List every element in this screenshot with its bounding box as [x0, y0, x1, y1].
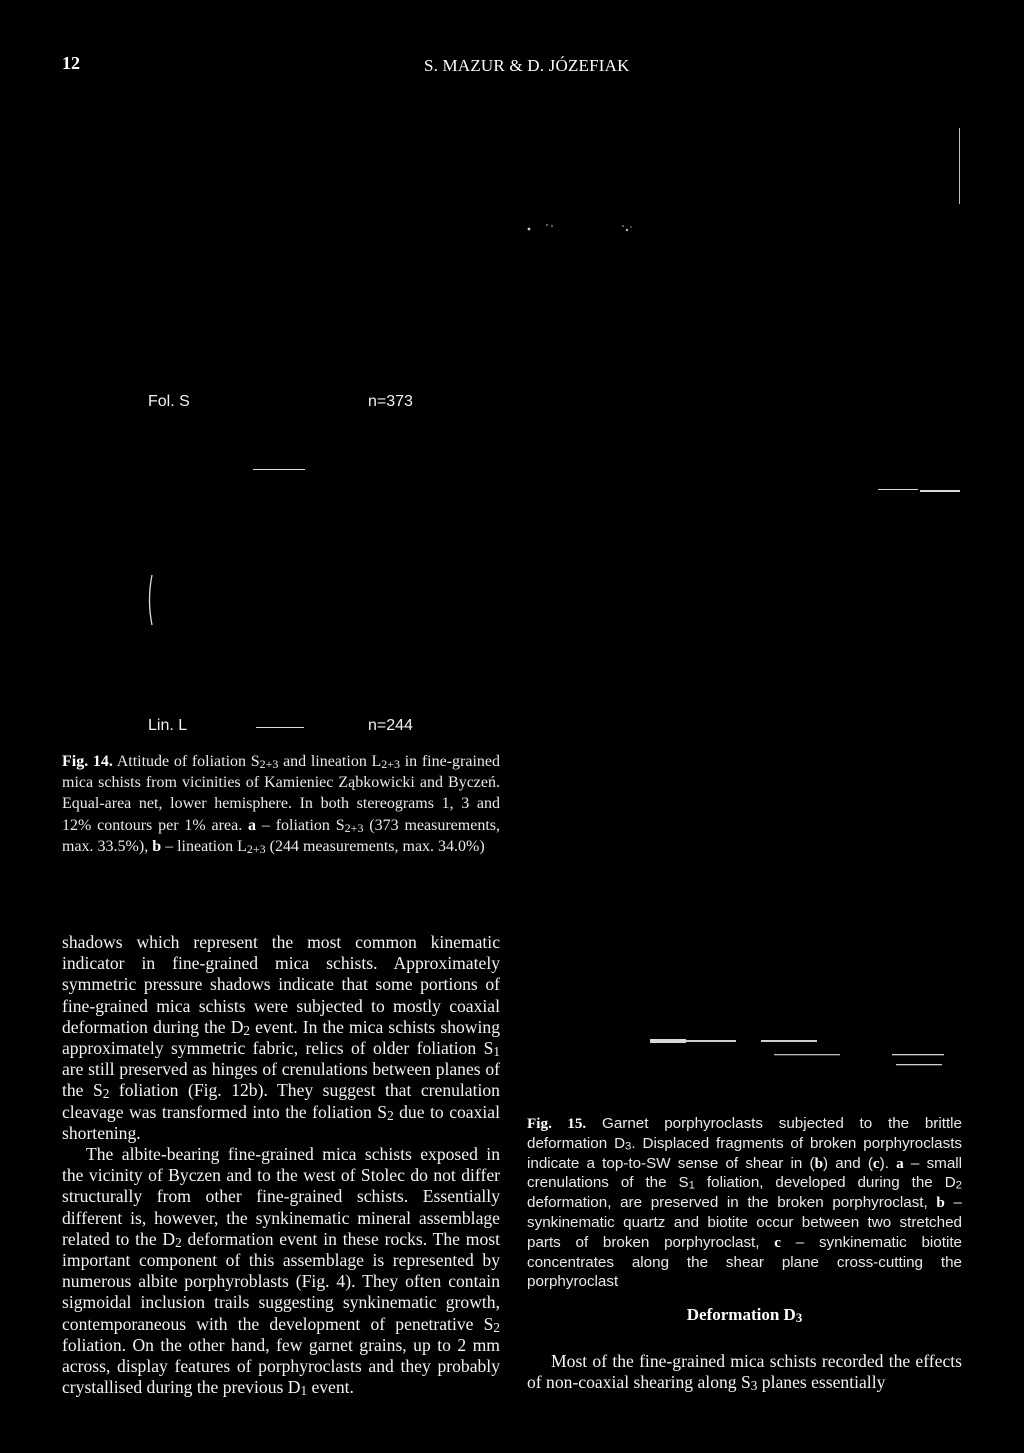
- figure-fragment-vertical-rule: [959, 128, 960, 204]
- stereogram-a-label: Fol. S: [148, 393, 190, 410]
- body-paragraph: Most of the fine-grained mica schists recorded the effects of non-coaxial shearing along $S_3$ planes essentially: [527, 1351, 962, 1394]
- figure-15-caption-text: Garnet porphyroclasts subjected to the brittle deformation $D_3$. Displaced fragments of broken porphyroclasts indicate a top-to-SW sense of shear in (b) and (c). a – small crenulations of the $S_1$ foliation, developed during the $D_2$ deformation, are preserved in the broken porphyroclast, b – synkinematic quartz and biotite occur between two stretched parts of broken porphyroclast, c – synkinematic biotite concentrates along the shear plane cross-cutting the porphyroclast: [527, 1115, 963, 1291]
- figure-fragment-arc: [146, 574, 154, 626]
- page-number: 12: [62, 53, 80, 73]
- figure-15-label: Fig. 15.: [527, 1115, 587, 1132]
- section-heading: Deformation $D_3$: [686, 1305, 803, 1325]
- figure-fragment-line: [256, 727, 304, 728]
- stereogram-a-count: n=373: [368, 393, 413, 410]
- figure-fragment-line: [878, 489, 918, 490]
- figure-fragment-line: [253, 469, 305, 470]
- figure-speckles: [527, 220, 657, 234]
- figure-14-caption: [62, 751, 500, 857]
- figure-15-remnants: [640, 1035, 960, 1075]
- figure-14-label: Fig. 14.: [62, 753, 113, 770]
- stereogram-b-label: Lin. L: [148, 717, 188, 734]
- body-paragraph: The albite-bearing fine-grained mica schists exposed in the vicinity of Byczen and to the west of Stolec do not differ structurally from other fine-grained schists. Essentially different is, however, the synkinematic mineral assemblage related to the $D_2$ deformation event in these rocks. The most important component of this assemblage is represented by numerous albite porphyroblasts (Fig. 4). They often contain sigmoidal inclusion trails suggesting synkinematic growth, contemporaneous with the development of penetrative $S_2$ foliation. On the other hand, few garnet grains, up to 2 mm across, display features of porphyroclasts and they probably crystallised during the previous $D_1$ event.: [62, 1144, 500, 1399]
- figure-fragment-line: [920, 490, 960, 492]
- body-column-left: [62, 932, 500, 1398]
- running-title: S. MAZUR & D. JÓZEFIAK: [424, 56, 630, 75]
- figure-14-caption-text: Attitude of foliation $S_{2+3}$ and lineation $L_{2+3}$ in fine-grained mica schists from vicinities of Kamieniec Ząbkowicki and Byczeń. Equal-area net, lower hemisphere. In both stereograms 1, 3 and 12% contours per 1% area. a – foliation $S_{2+3}$ (373 measurements, max. 33.5%), b – lineation $L_{2+3}$ (244 measurements, max. 34.0%): [62, 753, 501, 856]
- stereogram-b-count: n=244: [368, 717, 413, 734]
- body-column-right: [527, 1351, 962, 1393]
- body-paragraph: shadows which represent the most common kinematic indicator in fine-grained mica schists. Approximately symmetric pressure shadows indicate that some portions of fine-grained mica schists were subjected to mostly coaxial deformation during the $D_2$ event. In the mica schists showing approximately symmetric fabric, relics of older foliation $S_1$ are still preserved as hinges of crenulations between planes of the $S_2$ foliation (Fig. 12b). They suggest that crenulation cleavage was transformed into the foliation $S_2$ due to coaxial shortening.: [62, 932, 500, 1143]
- figure-15-caption: [527, 1114, 962, 1292]
